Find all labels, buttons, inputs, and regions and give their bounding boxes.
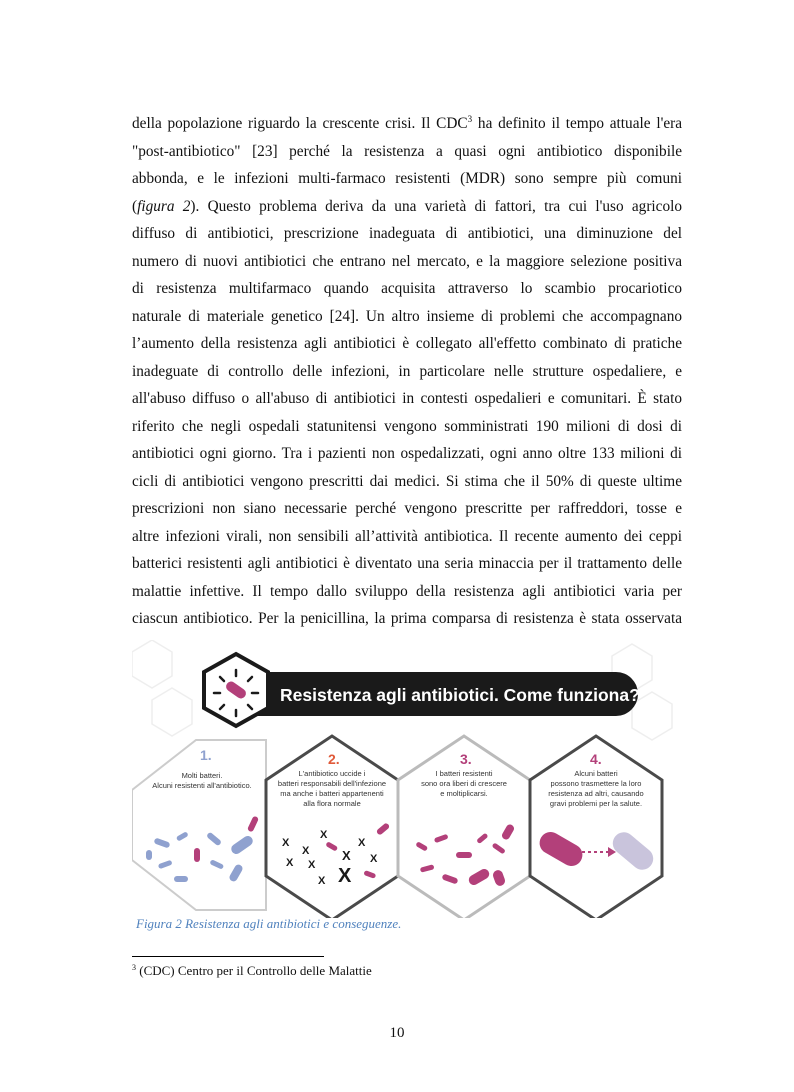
infographic-figure <box>132 640 680 918</box>
body-line: malattie infettive. Il tempo dallo sviluppo della resistenza agli antibiotici varia per <box>132 582 682 600</box>
footnote-divider <box>132 956 324 957</box>
step-text: Molti batteri. <box>181 771 223 780</box>
svg-text:X: X <box>308 859 316 871</box>
body-line: diffuso di antibiotici, prescrizione inadeguata di antibiotici, una diminuzione del <box>132 225 682 242</box>
svg-text:X: X <box>338 865 352 887</box>
svg-text:X: X <box>318 875 326 887</box>
body-line: prescrizioni non siano necessarie perché vengono prescritte per raffreddori, tosse e <box>132 500 682 517</box>
figure-title: Resistenza agli antibiotici. Come funziona? <box>280 685 640 705</box>
body-line: numero di nuovi antibiotici che entrano nel mercato, e la maggiore selezione positiva <box>132 252 682 270</box>
svg-text:X: X <box>320 829 328 841</box>
svg-text:X: X <box>370 853 378 865</box>
body-line: di resistenza multifarmaco quando acquisita attraverso lo scambio procariotico <box>132 280 682 297</box>
step-number: 3. <box>460 751 472 767</box>
svg-text:X: X <box>358 837 366 849</box>
step-text: alla flora normale <box>303 799 361 808</box>
page-number: 10 <box>389 1025 405 1041</box>
footnote-ref: 3 <box>467 114 473 124</box>
svg-text:X: X <box>342 848 351 863</box>
body-line: batterici resistenti agli antibiotici è diventato una seria minaccia per il trattamento delle <box>132 555 682 572</box>
step-text: gravi problemi per la salute. <box>549 799 643 808</box>
step-number: 4. <box>590 751 602 767</box>
body-line: antibiotici ogni giorno. Tra i pazienti non ospedalizzati, ogni anno oltre 133 milioni di <box>132 445 682 462</box>
step-text: Alcuni resistenti all'antibiotico. <box>152 781 252 790</box>
step-number: 1. <box>200 747 212 763</box>
step-text: ma anche i batteri appartenenti <box>280 789 384 798</box>
body-line: ciascun antibiotico. Per la penicillina, la prima comparsa di resistenza è stata osservata <box>132 610 682 627</box>
step-text: possono trasmettere la loro <box>550 779 642 788</box>
step-text: e moltiplicarsi. <box>440 789 488 798</box>
figure-caption: Figura 2 Resistenza agli antibiotici e conseguenze. <box>136 916 402 931</box>
footnote: $^3$ (CDC) Centro per il Controllo delle Malattie <box>132 963 372 978</box>
step-text: I batteri resistenti <box>435 769 493 778</box>
body-line: abbonda, e le infezioni multi-farmaco resistenti (MDR) sono sempre più comuni <box>132 170 682 187</box>
step-text: Alcuni batteri <box>574 769 618 778</box>
step-text: resistenza ad altri, causando <box>548 789 644 798</box>
step-text: L'antibiotico uccide i <box>298 769 366 778</box>
body-line: della popolazione riguardo la crescente crisi. Il CDC$^3$ ha definito il tempo attuale l'era <box>132 114 682 132</box>
step-panel-1 <box>132 740 266 910</box>
step-number: 2. <box>328 751 340 767</box>
step-text: sono ora liberi di crescere <box>421 779 507 788</box>
svg-text:X: X <box>302 845 310 857</box>
figure-ref: figura 2 <box>137 197 191 215</box>
body-line: inadeguate di controllo delle infezioni, in particolare nelle strutture ospedaliere, e <box>132 362 682 380</box>
body-text <box>132 110 682 633</box>
body-line: l’aumento della resistenza agli antibiotici è collegato all'effetto combinato di pratiche <box>132 335 682 352</box>
body-line: (figura 2). Questo problema deriva da una varietà di fattori, tra cui l'uso agricolo <box>132 197 683 215</box>
body-line: riferito che negli ospedali statunitensi vengono somministrati 190 milioni di dosi di <box>132 417 682 435</box>
step-text: batteri responsabili dell'infezione <box>277 779 387 788</box>
svg-text:X: X <box>286 857 294 869</box>
body-line: "post-antibiotico" [23] perché la resistenza a quasi ogni antibiotico disponibile <box>132 142 682 160</box>
body-line: all'abuso diffuso o all'abuso di antibiotici in contesti ospedalieri e comunitari. È stato <box>132 390 682 407</box>
body-line: altre infezioni virali, non sensibili all’attività antibiotica. Il recente aumento dei ceppi <box>132 527 682 545</box>
svg-text:X: X <box>282 837 290 849</box>
body-line: naturale di materiale genetico [24]. Un altro insieme di problemi che accompagnano <box>132 307 682 325</box>
body-line: cicli di antibiotici vengono prescritti dai medici. Si stima che il 50% di queste ultime <box>132 472 682 490</box>
